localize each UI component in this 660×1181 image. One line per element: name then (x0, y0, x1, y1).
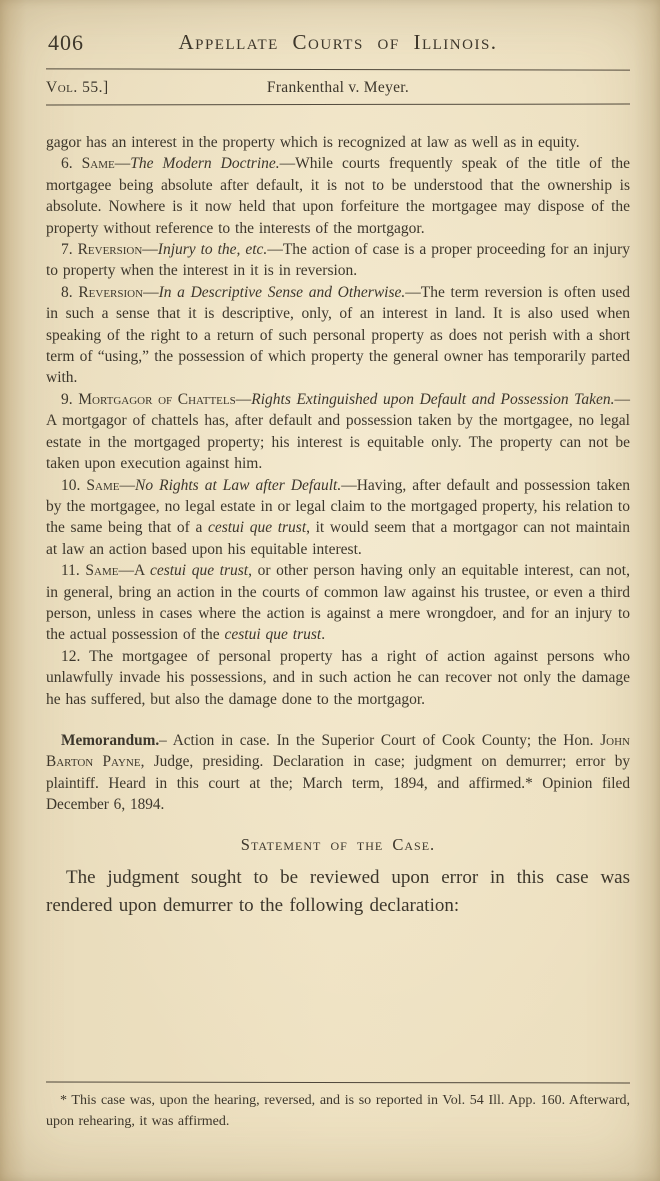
headnotes-section (46, 132, 630, 710)
text-run: cestui que trust (149, 562, 249, 580)
paragraph (46, 282, 630, 389)
case-title: Frankenthal v. Meyer. (266, 79, 410, 96)
text-run: Reversion (77, 241, 143, 259)
text-run: — (142, 241, 158, 259)
text-run: , it would seem that a mortgagor can not maintain at law an action based upon his equitable interest. (46, 519, 630, 558)
text-run: , Judge, presiding. Declaration in case; judgment on demurrer; error by plaintiff. Heard in this court at the; March term, 1894, and affirmed.* Opinion filed December 6, 1894. (46, 753, 630, 814)
footnote-area (46, 1082, 630, 1132)
running-head: Appellate Courts of Illinois. (178, 30, 498, 54)
text-run: cestui que trust (224, 626, 322, 644)
text-run: Rights Extinguished upon Default and Possession Taken. (251, 390, 615, 408)
text-run: 8. (61, 283, 79, 301)
memorandum-section (46, 730, 630, 816)
text-run: Same (86, 476, 120, 494)
paragraph (46, 239, 630, 282)
text-run: — (119, 476, 135, 494)
paragraph (46, 730, 630, 816)
running-head-row (46, 30, 630, 60)
text-run: —While courts frequently speak of the title of the mortgagee being absolute after default, it is not to be understood that the ownership is absolute. Nowhere is it now held that upon forfeiture the mortgagee may dispose of the property without reference to the interests of the mortgagor. (46, 155, 631, 237)
text-run: Same (85, 562, 119, 580)
text-run: The Modern Doctrine. (130, 155, 280, 173)
text-run: gagor has an interest in the property which is recognized at law as well as in equity. (46, 134, 580, 151)
text-run: – Action in case. In the Superior Court of Cook County; the Hon. (159, 731, 601, 749)
volume-case-row (46, 70, 630, 104)
text-run: — (114, 155, 131, 173)
text-run: Mortgagor of Chattels (78, 390, 236, 408)
text-run: Memorandum. (61, 731, 160, 749)
text-run: 12. The mortgagee of personal property has a right of action against persons who unlawfully invade his possessions, and in such action he can recover not only the damage he has suffered, but also the damage done to the mortgagor. (46, 647, 630, 708)
paragraph (46, 389, 630, 475)
text-run: 11. (61, 562, 86, 580)
paragraph (46, 646, 630, 710)
text-run: —Having, after default and possession taken by the mortgagee, no legal estate in or legal claim to the mortgaged property, his relation to the same being that of a (46, 476, 631, 537)
text-run: — (143, 283, 159, 301)
page-body (46, 132, 630, 921)
text-run: Injury to the, etc. (157, 241, 268, 259)
text-run: No Rights at Law after Default. (134, 476, 342, 494)
text-run: , or other person having only an equitable interest, can not, in general, bring an action in the courts of common law against his trustee, or even a third person, unless in cases where the action is against a mere wrongdoer, and for an injury to the actual possession of the (46, 562, 630, 644)
text-run: * This case was, upon the hearing, reversed, and is so reported in Vol. 54 Ill. App. 160. Afterward, upon rehearing, it was affirmed. (46, 1093, 630, 1129)
text-run: —The term reversion is often used in such a sense that it is descriptive, only, of an interest in land. It is also used when speaking of the right to a return of such personal property as does not perish with a short term of “using,” the possession of which property the general owner has temporarily parted with. (46, 283, 630, 387)
page-number: 406 (48, 30, 84, 55)
text-run: — (235, 390, 252, 408)
statement-heading: Statement of the Case. (240, 834, 436, 854)
text-run: 9. (61, 390, 79, 408)
text-run: John Barton Payne (46, 731, 630, 771)
statement-section (46, 864, 630, 922)
paragraph (46, 153, 630, 239)
text-run: 6. (61, 155, 82, 173)
paragraph (46, 560, 630, 646)
footnote-rule (46, 1081, 630, 1083)
paragraph (46, 1091, 630, 1132)
paragraph (46, 864, 630, 922)
text-run: Same (81, 155, 115, 173)
paragraph (46, 475, 630, 561)
footnote-section (46, 1091, 630, 1132)
text-run: In a Descriptive Sense and Otherwise. (158, 283, 406, 301)
text-run: cestui que trust (207, 519, 307, 537)
volume-label: Vol. 55.] (46, 79, 109, 96)
text-run: —A (118, 562, 150, 580)
header-rule-bottom (46, 103, 630, 105)
text-run: 7. (61, 241, 78, 259)
paragraph (46, 132, 630, 153)
text-run: 10. (61, 476, 87, 494)
text-run: —The action of case is a proper proceeding for an injury to property when the interest in it is in reversion. (46, 241, 630, 280)
text-run: The judgment sought to be reviewed upon error in this case was rendered upon demurrer to the following declaration: (46, 866, 630, 917)
text-run: . (321, 626, 326, 644)
text-run: Reversion (78, 283, 144, 301)
text-run: —A mortgagor of chattels has, after default and possession taken by the mortgagee, no legal estate in the mortgaged property; his interest is equitable only. The property can not be taken upon execution against him. (46, 390, 631, 473)
page-header (46, 30, 630, 105)
